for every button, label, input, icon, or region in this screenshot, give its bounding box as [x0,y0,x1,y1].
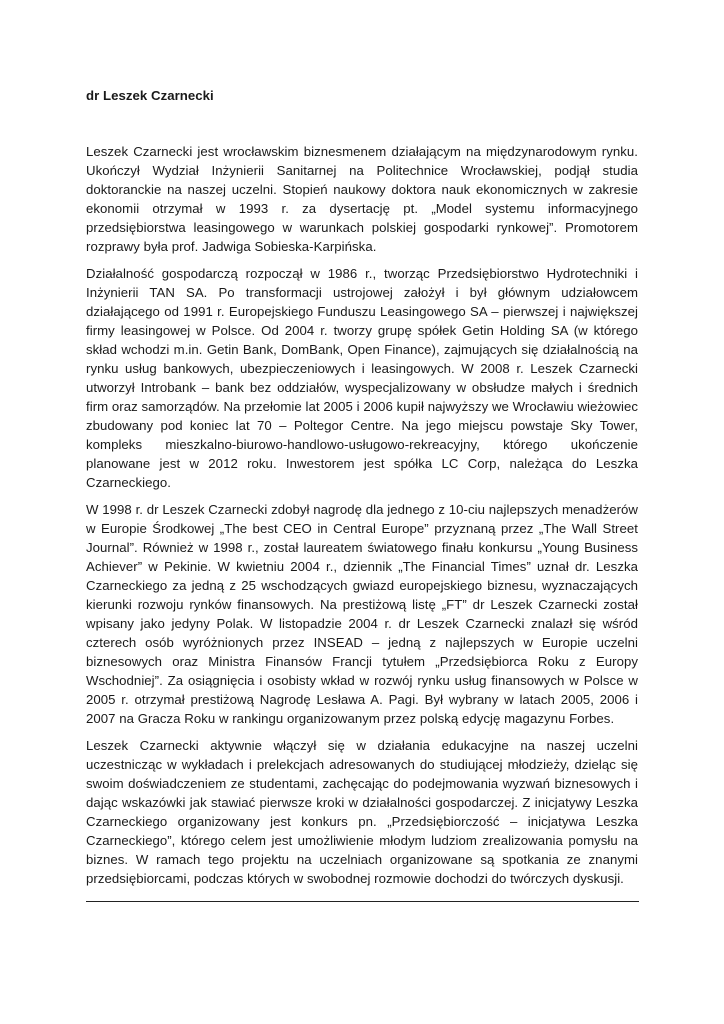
paragraph-biography: Leszek Czarnecki jest wrocławskim biznesmenem działającym na międzynarodowym rynku. Ukończył Wydział Inżynierii Sanitarnej na Politechnice Wrocławskiej, podjął studia doktoranckie na naszej uczelni. Stopień naukowy doktora nauk ekonomicznych w zakresie ekonomii otrzymał w 1993 r. za dysertację pt. „Model systemu informacyjnego przedsiębiorstwa leasingowego w warunkach polskiej gospodarki rynkowej”. Promotorem rozprawy była prof. Jadwiga Sobieska-Karpińska. [86,144,638,254]
paragraph-awards: W 1998 r. dr Leszek Czarnecki zdobył nagrodę dla jednego z 10-ciu najlepszych menadżerów w Europie Środkowej „The best CEO in Central Europe” przyznaną przez „The Wall Street Journal”. Również w 1998 r., został laureatem światowego finału konkursu „Young Business Achiever” w Pekinie. W kwietniu 2004 r., dziennik „The Financial Times” uznał dr. Leszka Czarneckiego za jedną z 25 wschodzących gwiazd europejskiego biznesu, wyznaczających kierunki rozwoju rynków finansowych. Na prestiżową listę „FT” dr Leszek Czarnecki został wpisany jako jedyny Polak. W listopadzie 2004 r. dr Leszek Czarnecki znalazł się wśród czterech osób wyróżnionych przez INSEAD – jedną z najlepszych w Europie uczelni biznesowych oraz Ministra Finansów Francji tytułem „Przedsiębiorca Roku z Europy Wschodniej”. Za osiągnięcia i osobisty wkład w rozwój rynku usług finansowych w Polsce w 2005 r. otrzymał prestiżową Nagrodę Lesława A. Pagi. Był wybrany w latach 2005, 2006 i 2007 na Gracza Roku w rankingu organizowanym przez polską edycję magazynu Forbes. [86,502,638,726]
horizontal-divider [86,901,639,902]
paragraph-business-activity: Działalność gospodarczą rozpoczął w 1986 r., tworząc Przedsiębiorstwo Hydrotechniki i Inżynierii TAN SA. Po transformacji ustrojowej założył i był głównym udziałowcem działającego od 1991 r. Europejskiego Funduszu Leasingowego SA – pierwszej i największej firmy leasingowej w Polsce. Od 2004 r. tworzy grupę spółek Getin Holding SA (w którego skład wchodzi m.in. Getin Bank, DomBank, Open Finance), zajmujących się działalnością na rynku usług bankowych, ubezpieczeniowych i leasingowych. W 2008 r. Leszek Czarnecki utworzył Introbank – bank bez oddziałów, wyspecjalizowany w obsłudze małych i średnich firm oraz samorządów. Na przełomie lat 2005 i 2006 kupił najwyższy we Wrocławiu wieżowiec zbudowany pod koniec lat 70 – Poltegor Centre. Na jego miejscu powstaje Sky Tower, kompleks mieszkalno-biurowo-handlowo-usługowo-rekreacyjny, którego ukończenie planowane jest w 2012 roku. Inwestorem jest spółka LC Corp, należąca do Leszka Czarneckiego. [86,266,638,490]
paragraph-education-activity: Leszek Czarnecki aktywnie włączył się w działania edukacyjne na naszej uczelni uczestnicząc w wykładach i prelekcjach adresowanych do studiującej młodzieży, dzieląc się swoim doświadczeniem ze studentami, zachęcając do podejmowania wyzwań biznesowych i dając wskazówki jak stawiać pierwsze kroki w działalności gospodarczej. Z inicjatywy Leszka Czarneckiego organizowany jest konkurs pn. „Przedsiębiorczość – inicjatywa Leszka Czarneckiego”, którego celem jest umożliwienie młodym ludziom zrealizowania pomysłu na biznes. W ramach tego projektu na uczelniach organizowane są spotkania ze znanymi przedsiębiorcami, podczas których w swobodnej rozmowie dochodzi do twórczych dyskusji. [86,738,638,886]
document-body [86,86,638,896]
document-title: dr Leszek Czarnecki [86,88,214,103]
